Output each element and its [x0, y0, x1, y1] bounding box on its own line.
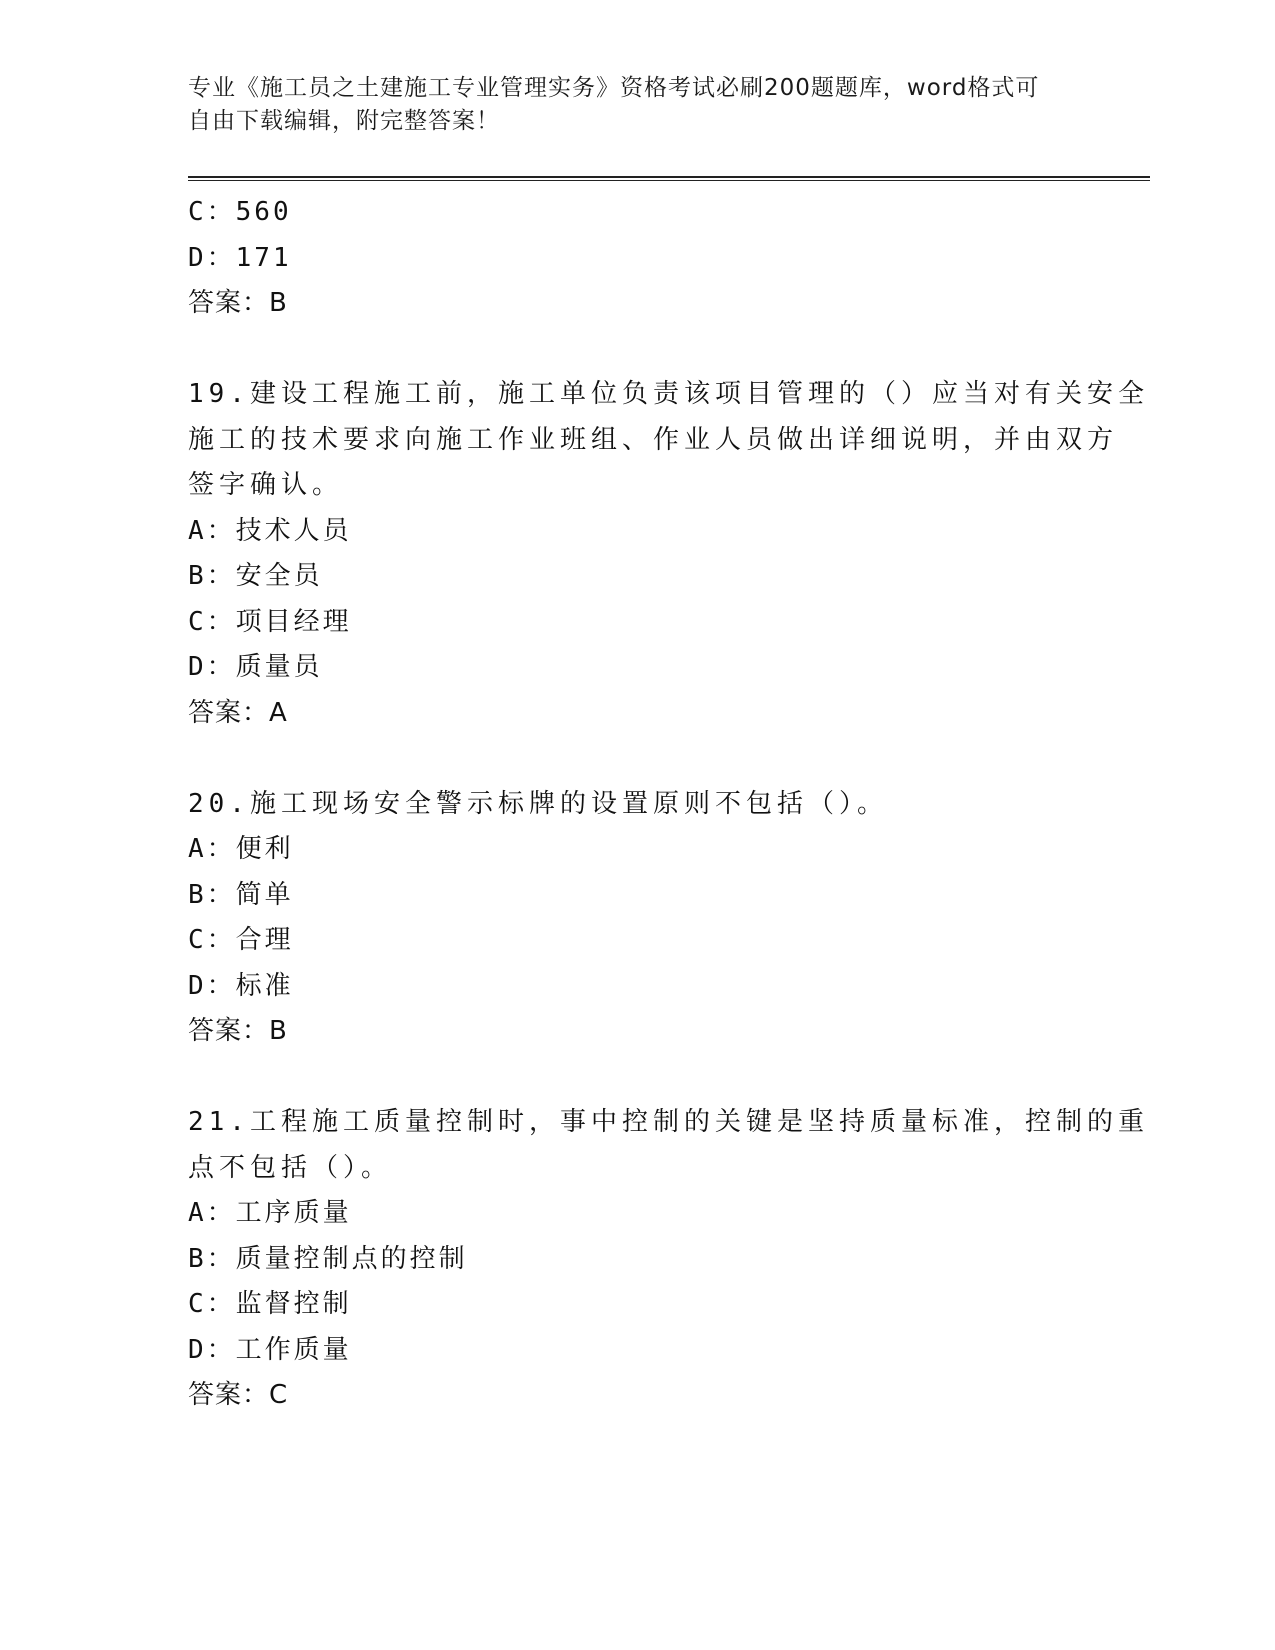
header-title-line-2: 自由下载编辑，附完整答案！: [188, 108, 500, 134]
option-c: C：监督控制: [188, 1289, 352, 1319]
question-text-line: 19.建设工程施工前，施工单位负责该项目管理的（）应当对有关安全: [188, 379, 1149, 409]
question-text-line: 施工的技术要求向施工作业班组、作业人员做出详细说明，并由双方: [188, 424, 1119, 455]
question-21: [188, 1100, 1150, 1419]
question-text-line: 20.施工现场安全警示标牌的设置原则不包括（）。: [188, 788, 888, 819]
spacer: [188, 327, 1150, 373]
answer-line: 答案：A: [188, 697, 288, 728]
question-19: [188, 372, 1150, 736]
option-b: B：简单: [188, 879, 294, 910]
header-divider: [188, 176, 1150, 181]
option-d: D：质量员: [188, 652, 323, 682]
option-d: D：工作质量: [188, 1334, 352, 1365]
option-c: C：合理: [188, 925, 294, 955]
header-title-line-1: 专业《施工员之土建施工专业管理实务》资格考试必刷200题题库，word格式可: [188, 75, 1040, 101]
option-a: A：工序质量: [188, 1198, 352, 1228]
answer-line: 答案：B: [188, 1016, 288, 1046]
spacer: [188, 1055, 1150, 1101]
question-20: [188, 782, 1150, 1055]
option-a: A：技术人员: [188, 515, 352, 546]
spacer: [188, 736, 1150, 782]
question-text-line: 签字确认。: [188, 470, 344, 500]
option-d: D：标准: [188, 970, 294, 1001]
question-text-line: 点不包括（）。: [188, 1152, 393, 1183]
question-text-line: 21.工程施工质量控制时，事中控制的关键是坚持质量标准，控制的重: [188, 1107, 1149, 1137]
option-c: C：560: [188, 197, 292, 227]
option-b: B：质量控制点的控制: [188, 1243, 468, 1274]
answer-line: 答案：C: [188, 1380, 289, 1410]
option-d: D：171: [188, 242, 292, 273]
prev-question: [188, 190, 1150, 327]
option-c: C：项目经理: [188, 606, 352, 637]
document-header: [188, 72, 1088, 138]
question-list: [188, 190, 1150, 1419]
option-b: B：安全员: [188, 561, 323, 591]
answer-line: 答案：B: [188, 288, 288, 318]
option-a: A：便利: [188, 834, 294, 864]
